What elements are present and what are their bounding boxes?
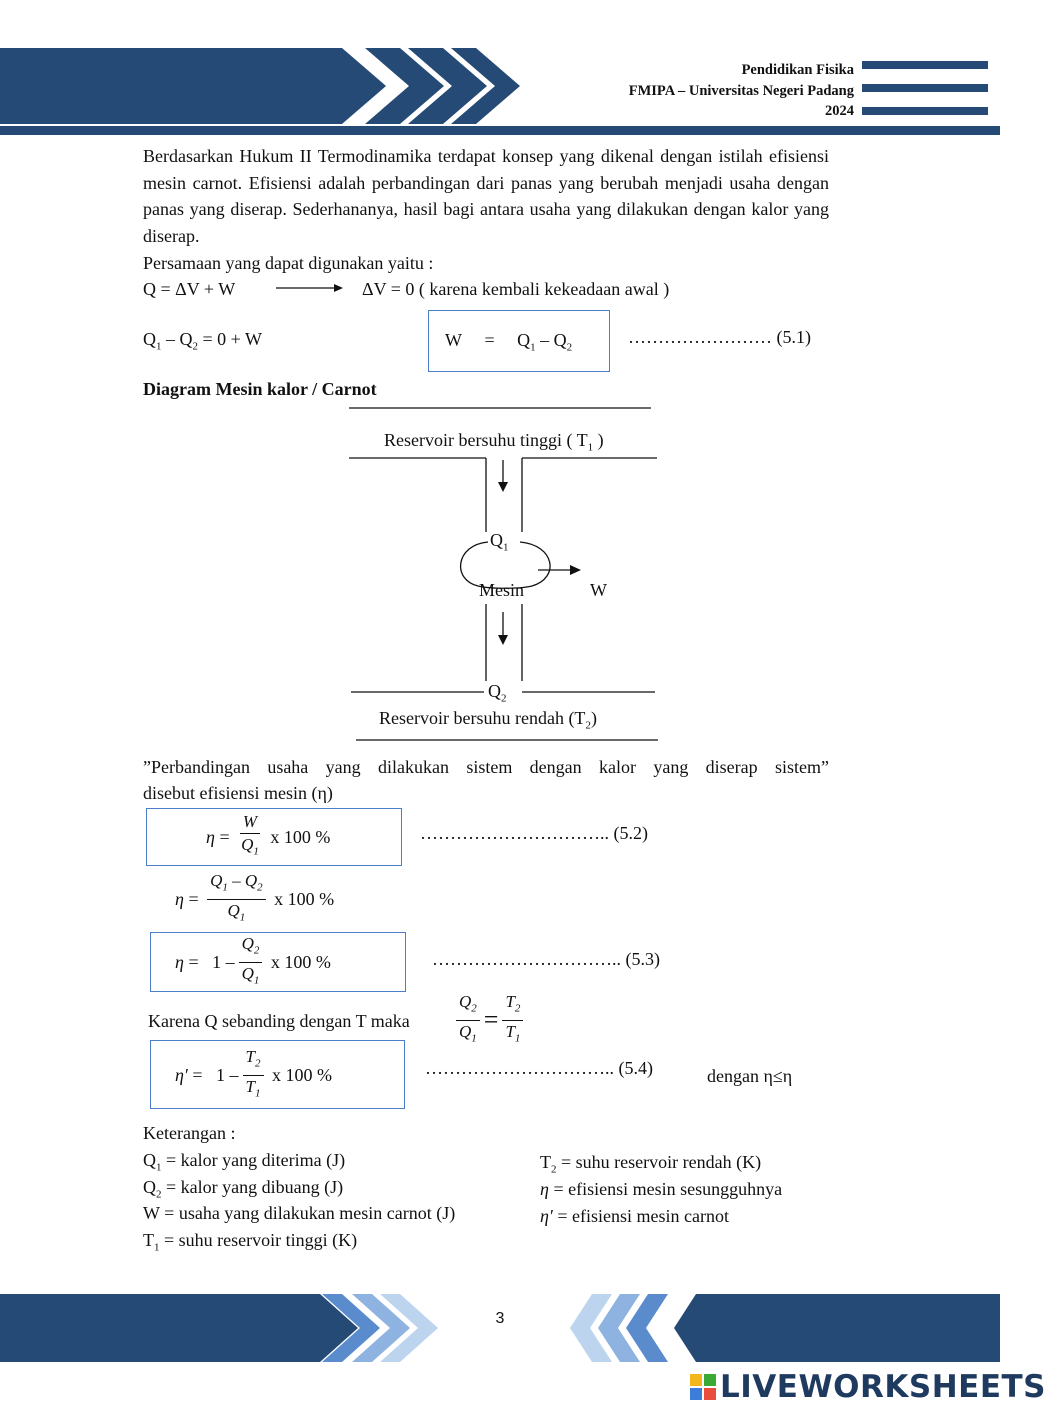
efficiency-formula-5-3: η = 1 – $\frac{Q_2}{Q_1}$ x 100 % (175, 934, 331, 986)
legend-item: $Q_1$ = kalor yang diterima (J) (143, 1150, 346, 1174)
legend-title: Keterangan : (143, 1123, 236, 1143)
efficiency-formula-5-2: η = $\frac{W}{Q_1}$ x 100 % (206, 812, 331, 858)
legend-item: η′ = efisiensi mesin carnot (540, 1206, 729, 1226)
intro-paragraph: Berdasarkan Hukum II Termodinamika terdapat konsep yang dikenal dengan istilah efisiensi mesin carnot. Efisiensi adalah perbandingan dari panas yang berubah menjadi usaha dengan panas yang diserap. Sederhananya, hasil bagi antara usaha yang dilakukan dengan kalor yang diserap. (143, 146, 829, 246)
header-title-2: FMIPA – Universitas Negeri Padang (628, 83, 854, 99)
legend-item: $Q_2$ = kalor yang dibuang (J) (143, 1177, 344, 1201)
work-output-label: W (590, 580, 607, 600)
work-equation: $Q_1 - Q_2 = 0 + W$ (143, 329, 262, 353)
legend-item: η = efisiensi mesin sesungguhnya (540, 1179, 783, 1199)
proportional-text: Karena Q sebanding dengan T maka (148, 1011, 410, 1031)
efficiency-quote: ”Perbandingan usaha yang dilakukan sistem dengan kalor yang diserap sistem” (143, 757, 829, 777)
efficiency-formula-5-4: η′ = 1 – $\frac{T_2}{T_1}$ x 100 % (175, 1047, 332, 1099)
efficiency-formula-intermediate: η = $\frac{Q_1 - Q_2}{Q_1}$ x 100 % (175, 871, 335, 923)
q1-label: $Q_1$ (490, 530, 509, 554)
delta-v-condition: ΔV = 0 ( karena kembali kekeadaan awal ) (362, 279, 670, 299)
ratio-formula: $\frac{Q_2}{Q_1}$ = $\frac{T_2}{T_1}$ (452, 994, 527, 1046)
equation-ref-5-2: ………………………….. (5.2) (420, 823, 648, 843)
legend-item: $T_1$ = suhu reservoir tinggi (K) (143, 1230, 358, 1254)
footer-banner (0, 1290, 1000, 1370)
efficiency-quote-2: disebut efisiensi mesin (η) (143, 783, 333, 803)
equation-ref-5-3: ………………………….. (5.3) (432, 949, 660, 969)
legend-item: W = usaha yang dilakukan mesin carnot (J) (143, 1203, 456, 1223)
page-number: 3 (495, 1310, 505, 1327)
equation-intro: Persamaan yang dapat digunakan yaitu : (143, 253, 434, 273)
liveworksheets-logo-text[interactable]: LIVEWORKSHEETS (720, 1369, 1046, 1405)
cold-reservoir-label: Reservoir bersuhu rendah $(T_2)$ (379, 708, 597, 732)
engine-label: Mesin (479, 580, 524, 600)
header-title-1: Pendidikan Fisika (741, 62, 854, 78)
q2-label: $Q_2$ (488, 681, 507, 705)
header-title-3: 2024 (825, 103, 854, 119)
hot-reservoir-label: Reservoir bersuhu tinggi ( $T_1$ ) (384, 430, 604, 454)
liveworksheets-logo-icon (690, 1374, 716, 1400)
efficiency-condition: dengan η≤η (707, 1066, 793, 1086)
equation-ref-5-4: ………………………….. (5.4) (425, 1058, 653, 1078)
legend-item: $T_2$ = suhu reservoir rendah (K) (540, 1152, 762, 1176)
equation-ref-5-1: …………………… (5.1) (628, 327, 811, 347)
work-result: W = $Q_1 - Q_2$ (445, 330, 573, 354)
diagram-title: Diagram Mesin kalor / Carnot (143, 379, 377, 399)
first-law-equation: Q = ΔV + W (143, 279, 236, 299)
